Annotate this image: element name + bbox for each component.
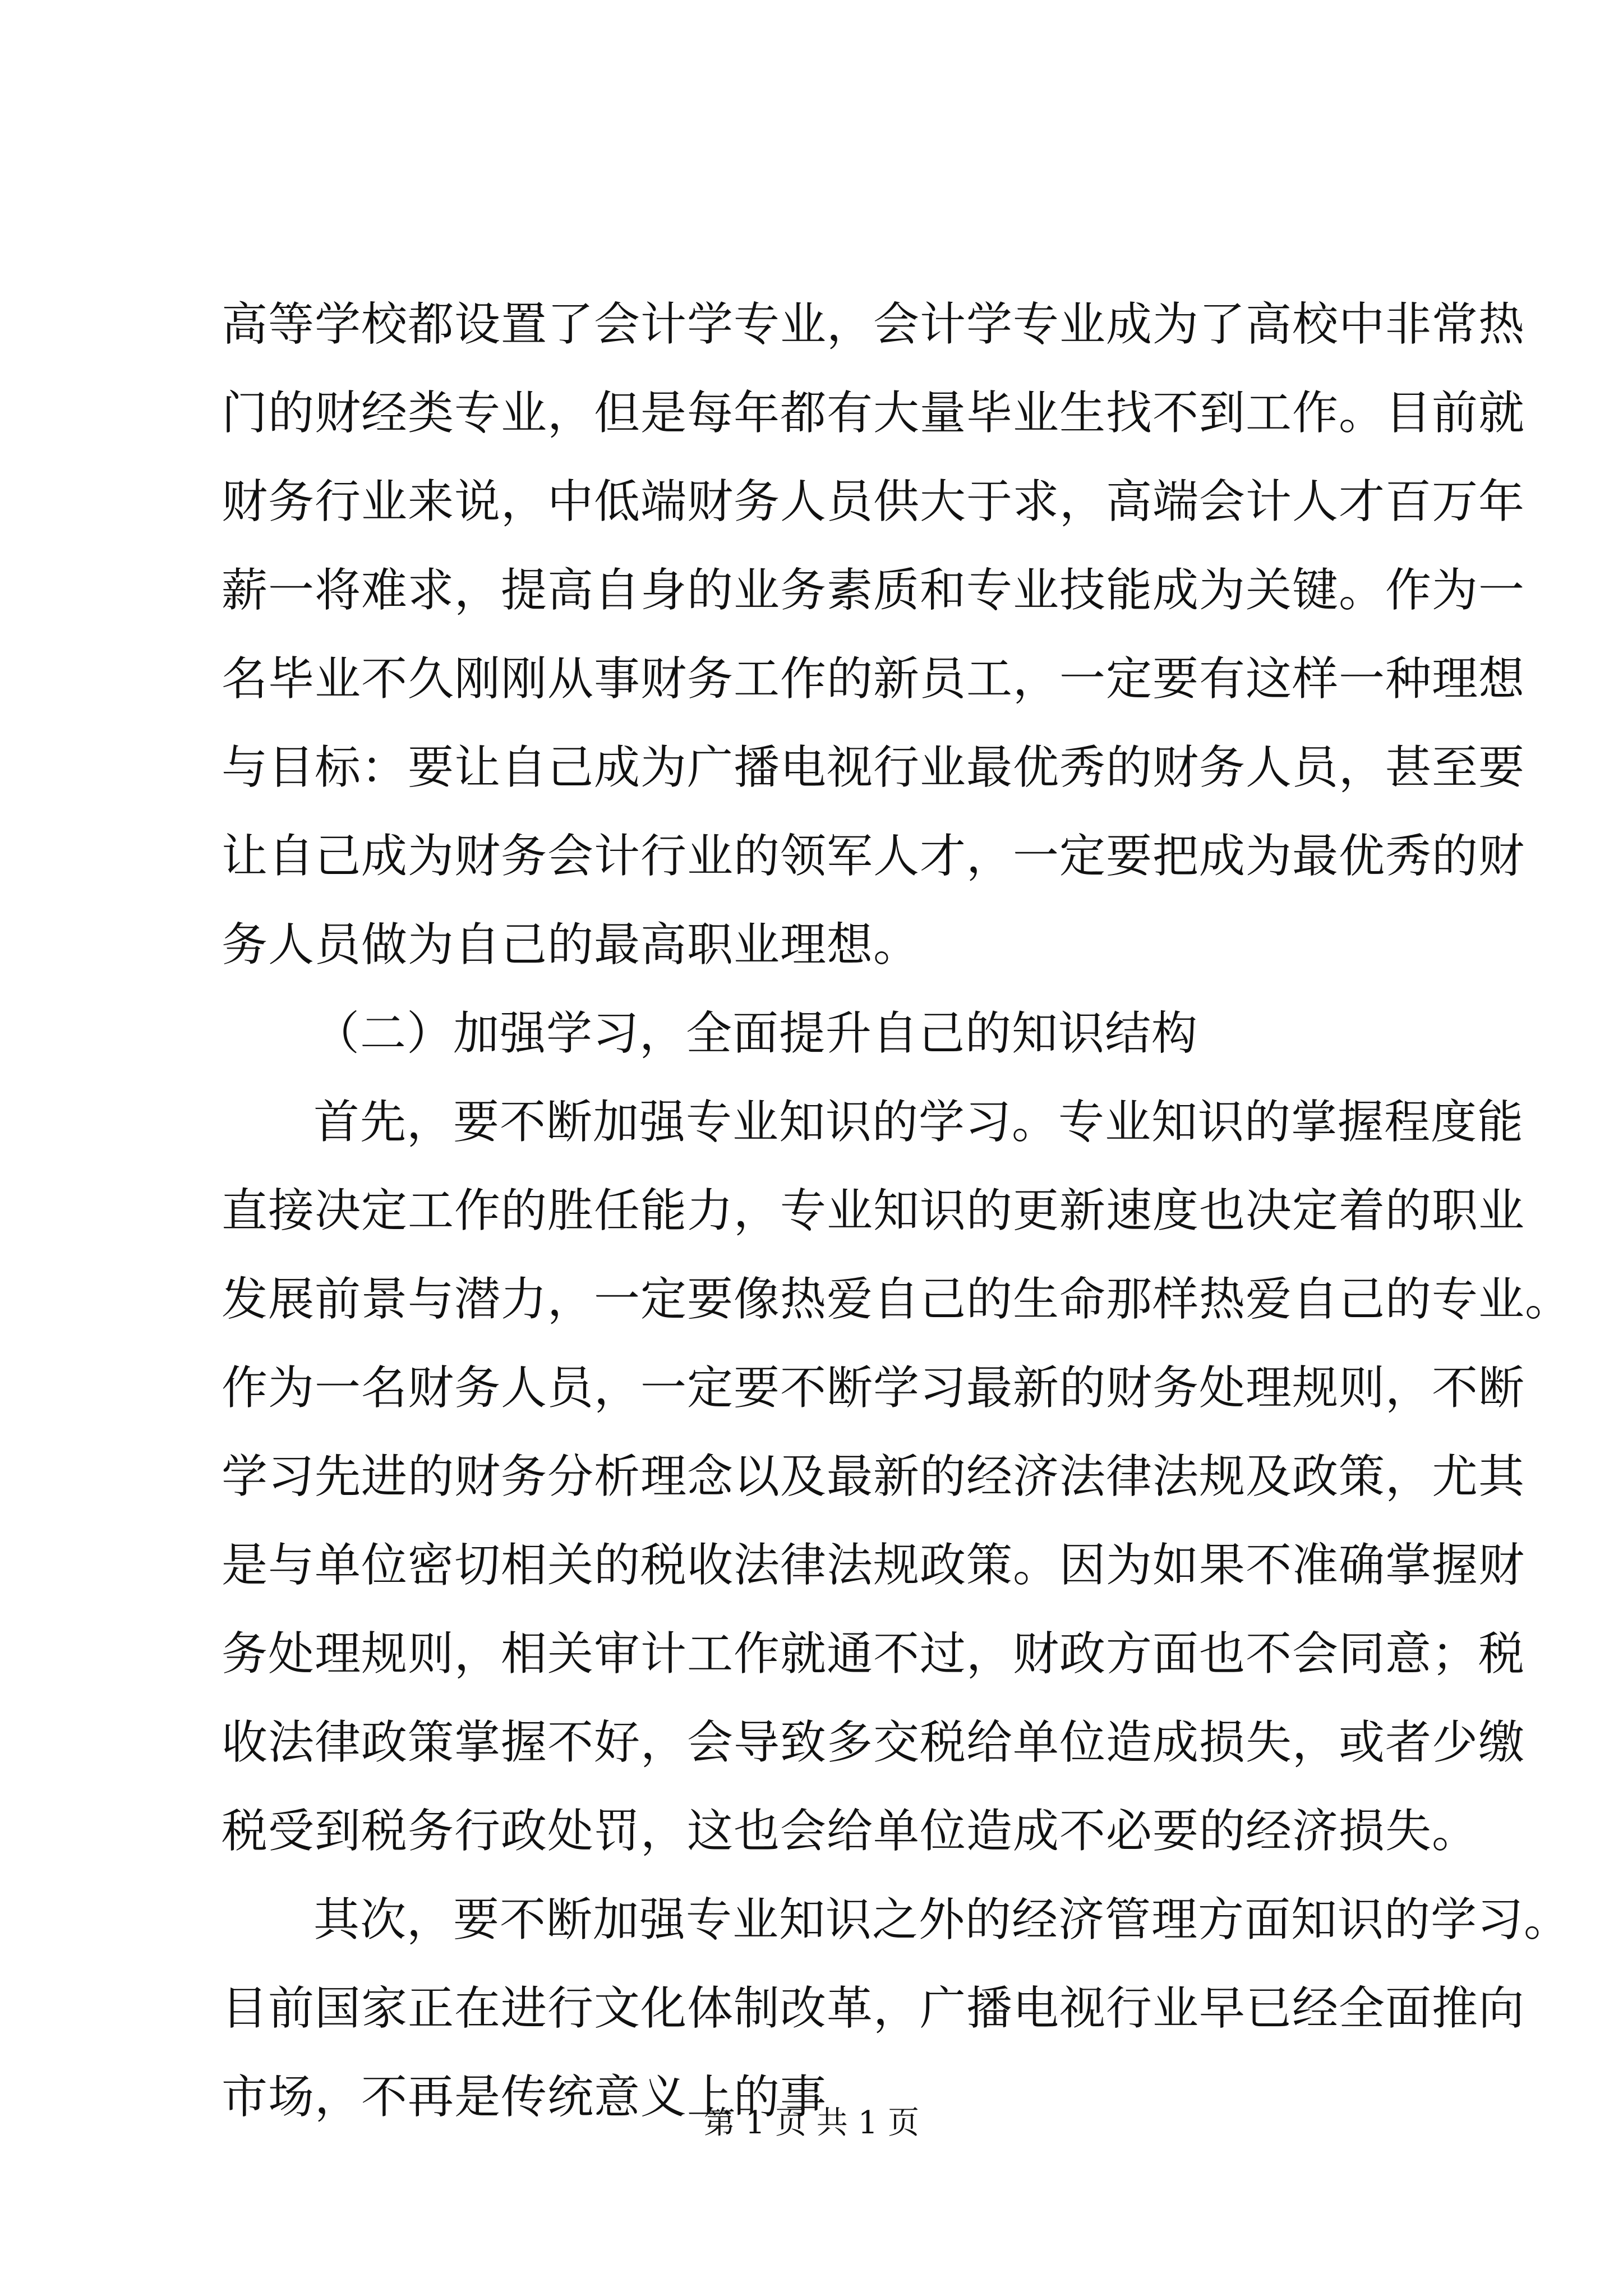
text-line: 税受到税务行政处罚，这也会给单位造成不必要的经济损失。: [222, 1805, 1479, 1858]
text-line: 让自己成为财务会计行业的领军人才，一定要把成为最优秀的财: [222, 830, 1525, 883]
text-line: 门的财经类专业，但是每年都有大量毕业生找不到工作。目前就: [222, 386, 1525, 440]
text-line: 务人员做为自己的最高职业理想。: [222, 918, 920, 972]
text-line: 与目标：要让自己成为广播电视行业最优秀的财务人员，甚至要: [222, 741, 1525, 794]
section-heading: （二）加强学习，全面提升自己的知识结构: [313, 1007, 1198, 1060]
text-line: 高等学校都设置了会计学专业，会计学专业成为了高校中非常热: [222, 298, 1525, 351]
text-line: 名毕业不久刚刚从事财务工作的新员工，一定要有这样一种理想: [222, 652, 1525, 706]
text-line: 学习先进的财务分析理念以及最新的经济法律法规及政策，尤其: [222, 1450, 1525, 1503]
text-line: 市场，不再是传统意义上的事: [222, 2070, 827, 2124]
text-line: 直接决定工作的胜任能力，专业知识的更新速度也决定着的职业: [222, 1184, 1525, 1237]
text-line: 首先，要不断加强专业知识的学习。专业知识的掌握程度能: [313, 1096, 1524, 1149]
text-line: 务处理规则，相关审计工作就通不过，财政方面也不会同意；税: [222, 1627, 1525, 1681]
document-body: [222, 280, 1572, 2142]
text-line: 是与单位密切相关的税收法律法规政策。因为如果不准确掌握财: [222, 1539, 1525, 1592]
text-line: 收法律政策掌握不好，会导致多交税给单位造成损失，或者少缴: [222, 1716, 1525, 1769]
text-line: 发展前景与潜力，一定要像热爱自己的生命那样热爱自己的专业。: [222, 1273, 1572, 1326]
text-line: 其次，要不断加强专业知识之外的经济管理方面知识的学习。: [313, 1893, 1571, 1947]
text-line: 财务行业来说，中低端财务人员供大于求，高端会计人才百万年: [222, 475, 1525, 528]
text-line: 目前国家正在进行文化体制改革，广播电视行业早已经全面推向: [222, 1982, 1525, 2035]
text-line: 作为一名财务人员，一定要不断学习最新的财务处理规则，不断: [222, 1361, 1525, 1415]
text-line: 薪一将难求，提高自身的业务素质和专业技能成为关键。作为一: [222, 564, 1525, 617]
page-number-footer: 第 1 页 共 1 页: [703, 2105, 920, 2141]
